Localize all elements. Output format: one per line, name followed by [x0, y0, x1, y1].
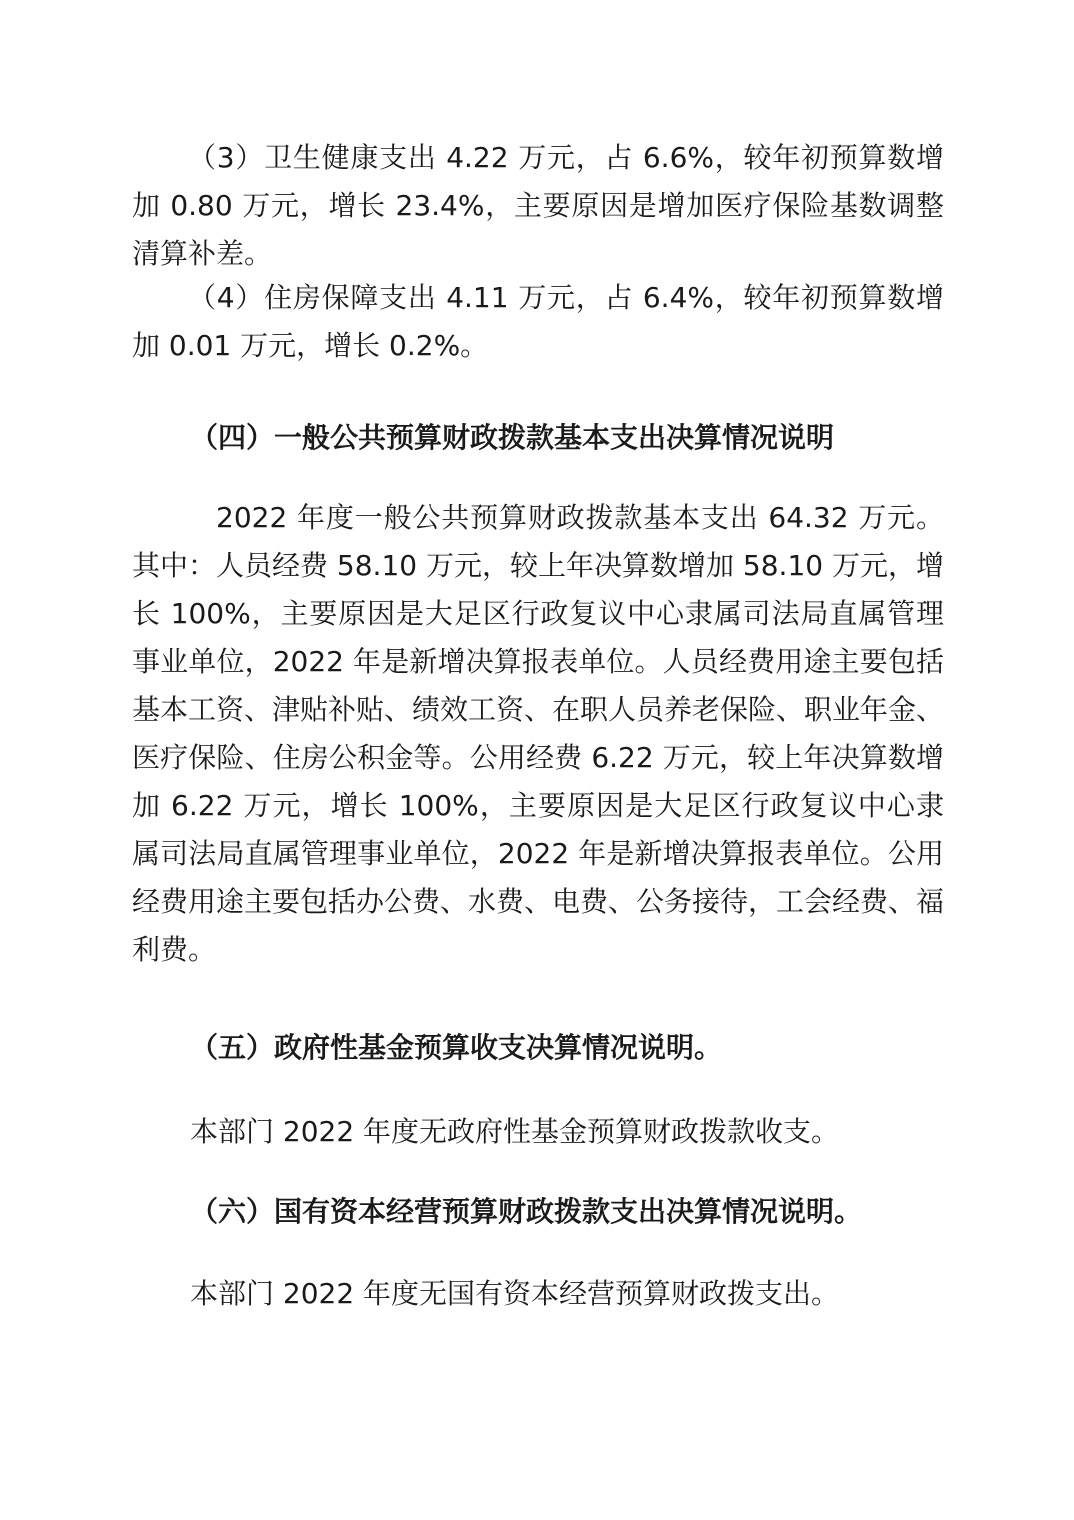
section-heading-government-fund: （五）政府性基金预算收支决算情况说明。	[190, 1031, 723, 1064]
basic-expenditure-paragraph: 2022 年度一般公共预算财政拨款基本支出 64.32 万元。其中：人员经费 58.10 万元，较上年决算数增加 58.10 万元，增长 100%，主要原因是大足区行政复议中心隶属司法局直属管理事业单位，2022 年是新增决算报表单位。人员经费用途主要包括基本工资、津贴补贴、绩效工资、在职人员养老保险、职业年金、医疗保险、住房公积金等。公用经费 6.22 万元，较上年决算数增加 6.22 万元，增长 100%，主要原因是大足区行政复议中心隶属司法局直属管理事业单位，2022 年是新增决算报表单位。公用经费用途主要包括办公费、水费、电费、公务接待，工会经费、福利费。	[132, 501, 945, 966]
section-heading-basic-expenditure: （四）一般公共预算财政拨款基本支出决算情况说明	[190, 421, 835, 454]
government-fund-paragraph: 本部门 2022 年度无政府性基金预算财政拨款收支。	[190, 1115, 840, 1148]
health-expenditure-paragraph: （3）卫生健康支出 4.22 万元，占 6.6%，较年初预算数增加 0.80 万元，增长 23.4%，主要原因是增加医疗保险基数调整清算补差。	[132, 141, 944, 270]
state-capital-paragraph: 本部门 2022 年度无国有资本经营预算财政拨支出。	[190, 1277, 840, 1310]
section-heading-state-capital: （六）国有资本经营预算财政拨款支出决算情况说明。	[190, 1195, 863, 1228]
housing-expenditure-paragraph: （4）住房保障支出 4.11 万元，占 6.4%，较年初预算数增加 0.01 万元，增长 0.2%。	[132, 281, 944, 362]
